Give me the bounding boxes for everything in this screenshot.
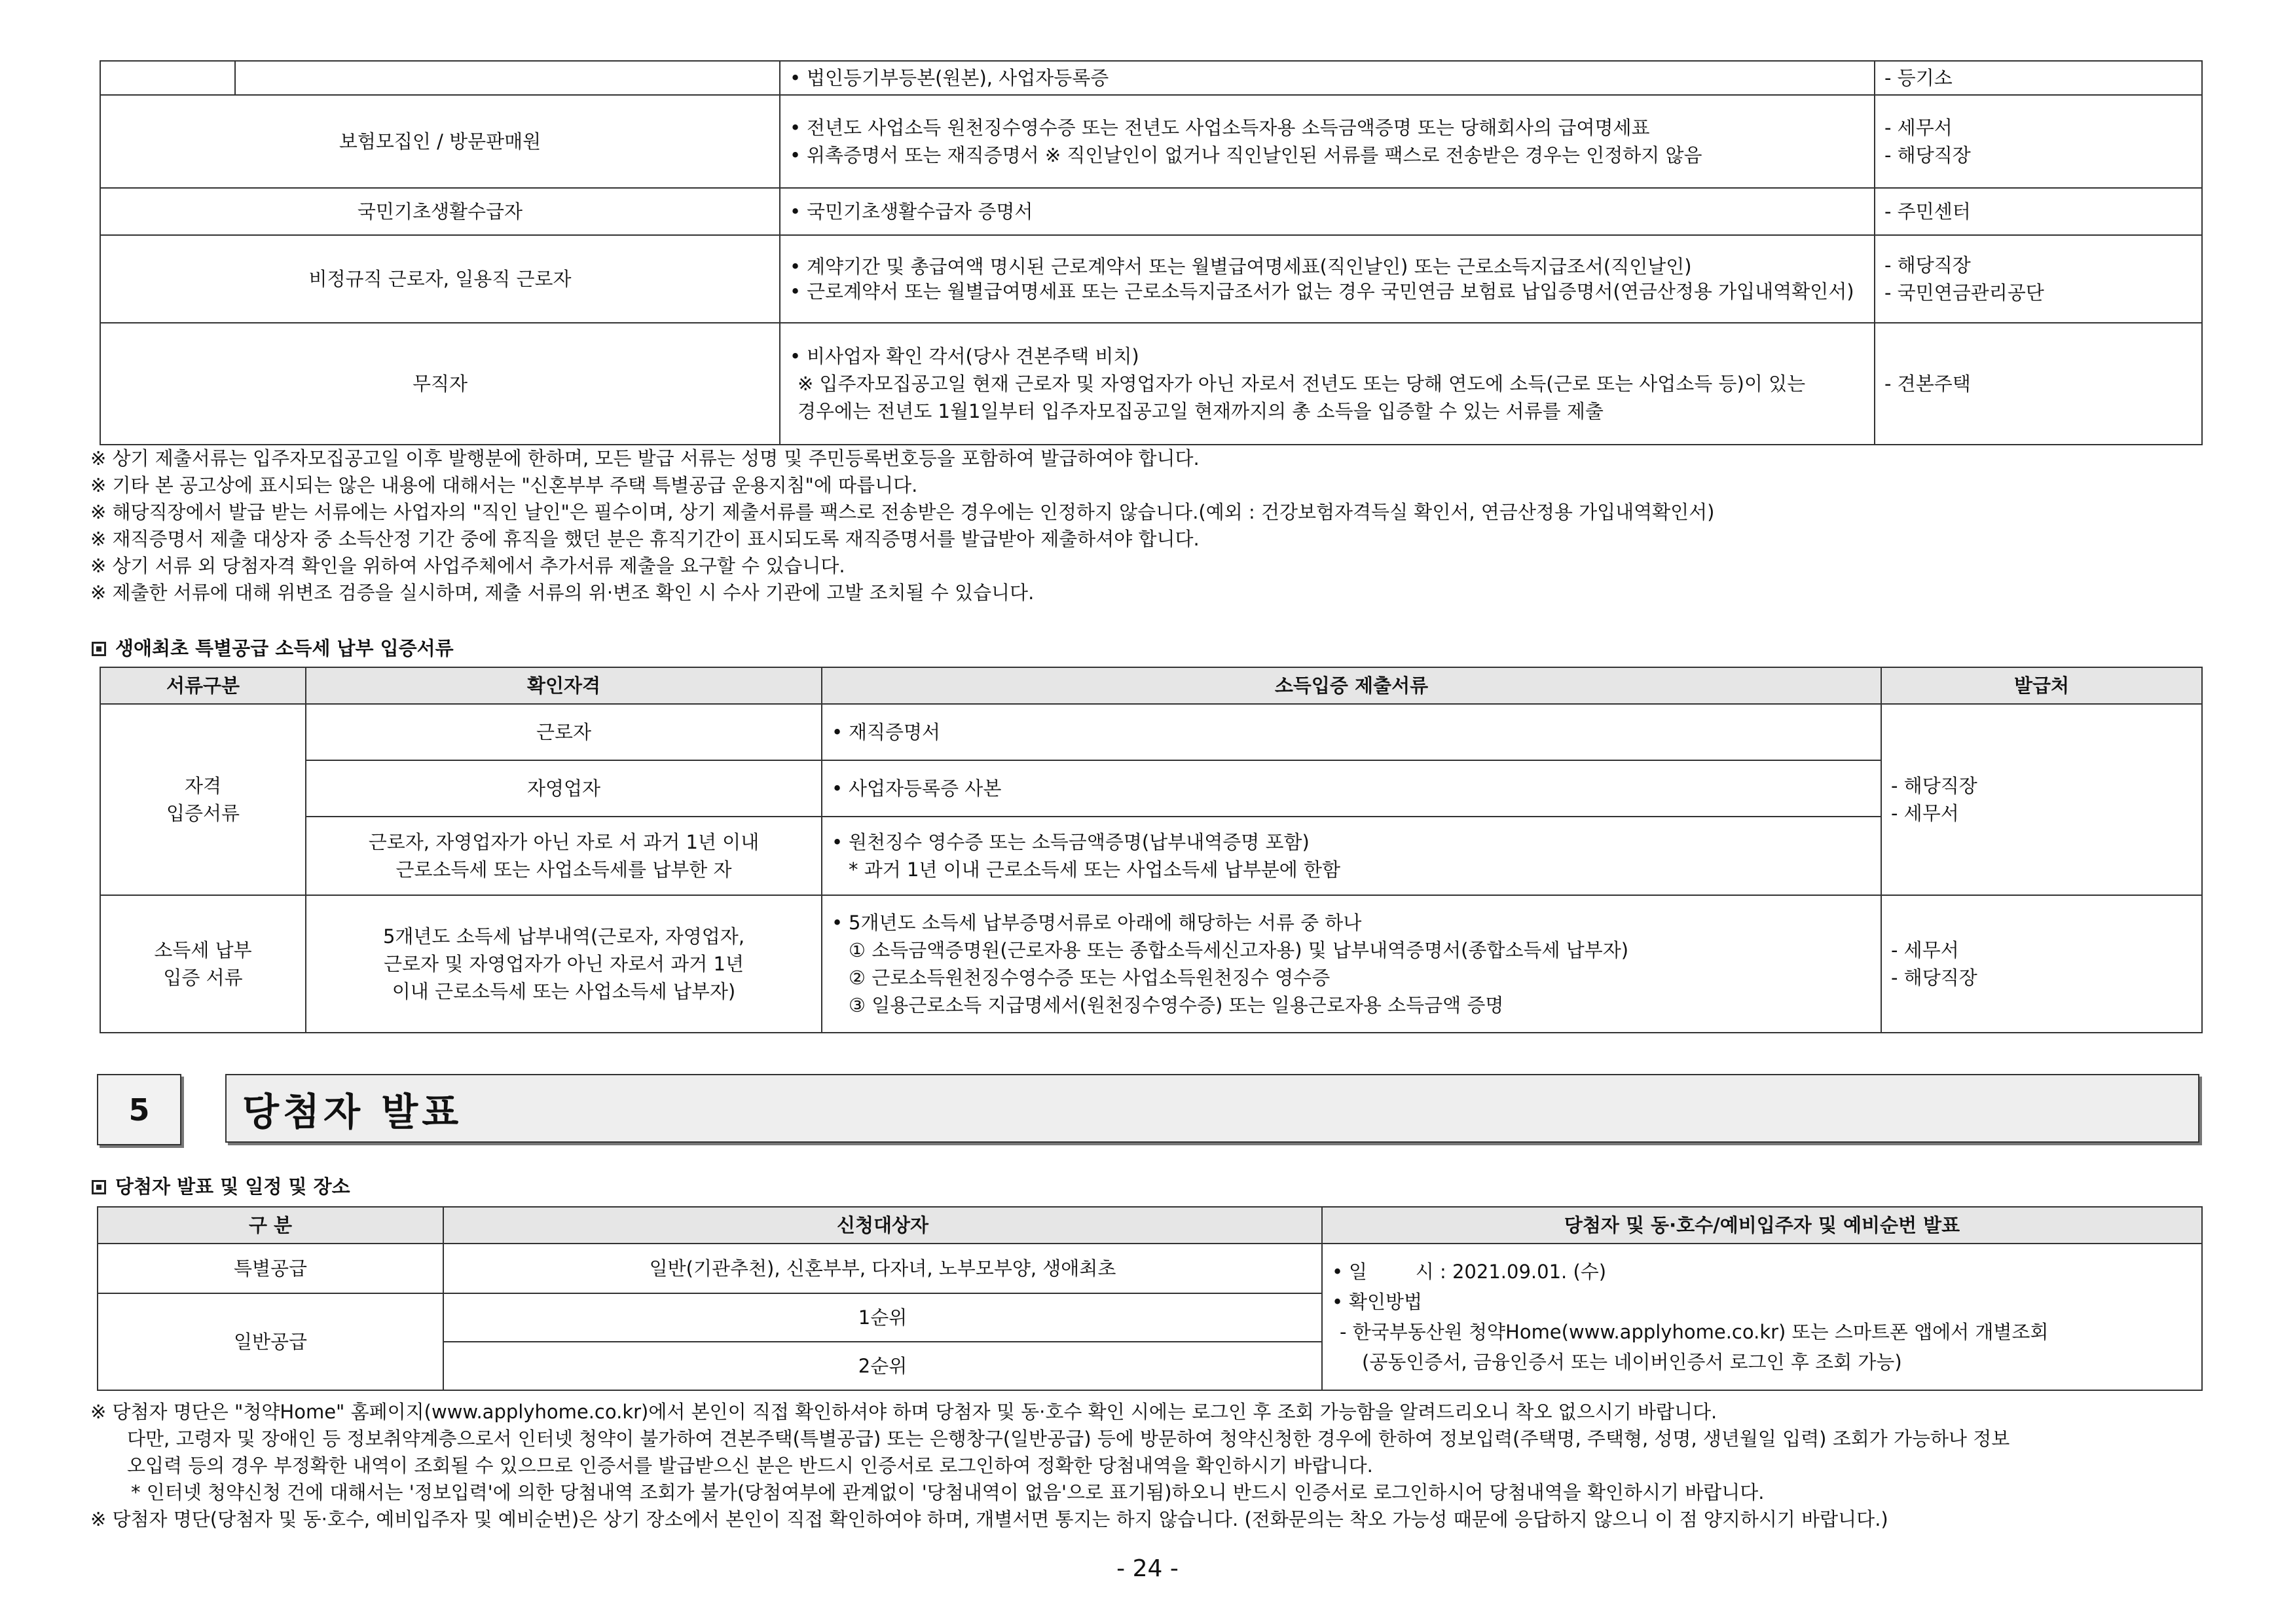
- table-row: [100, 895, 2202, 1033]
- qualification: 근로자: [306, 704, 822, 760]
- group-label: 소득세 납부 입증 서류: [100, 895, 306, 1033]
- table-row: [100, 188, 2202, 235]
- group-label: 자격 입증서류: [100, 704, 306, 895]
- issuer: - 등기소: [1875, 61, 2202, 95]
- doc-item: • 법인등기부등본(원본), 사업자등록증: [790, 64, 1865, 92]
- table-header-row: [98, 1207, 2202, 1244]
- winner-announcement-table: [97, 1206, 2203, 1391]
- doc-item: • 국민기초생활수급자 증명서: [790, 198, 1865, 225]
- doc-item: • 사업자등록증 사본: [832, 775, 1871, 802]
- doc-item: • 재직증명서: [832, 718, 1871, 746]
- note-line: ※ 기타 본 공고상에 표시되는 않은 내용에 대해서는 "신혼부부 주택 특별공급 운용지침"에 따릅니다.: [90, 474, 918, 496]
- first-home-income-proof-table: [100, 667, 2203, 1033]
- qualification: 5개년도 소득세 납부내역(근로자, 자영업자, 근로자 및 자영업자가 아닌 자로서 과거 1년 이내 근로소득세 또는 사업소득세 납부자): [306, 895, 822, 1033]
- issuer: - 해당직장: [1891, 775, 1977, 797]
- issuer: - 해당직장: [1884, 144, 1971, 166]
- section-number: 5: [97, 1074, 181, 1145]
- qualification: 근로자, 자영업자가 아닌 자로 서 과거 1년 이내 근로소득세 또는 사업소득세를 납부한 자: [306, 817, 822, 895]
- issuer: - 국민연금관리공단: [1884, 282, 2044, 304]
- category-label: 보험모집인 / 방문판매원: [100, 95, 780, 188]
- doc-item: • 비사업자 확인 각서(당사 견본주택 비치): [790, 342, 1865, 370]
- issuer: - 해당직장: [1891, 967, 1977, 989]
- column-header: 구 분: [98, 1207, 443, 1244]
- doc-item: • 근로계약서 또는 월별급여명세표 또는 근로소득지급조서가 없는 경우 국민연금 보험료 납입증명서(연금산정용 가입내역확인서): [790, 279, 1865, 304]
- table-row: [100, 61, 2202, 95]
- applicants: 일반(기관추천), 신혼부부, 다자녀, 노부모부양, 생애최초: [443, 1244, 1322, 1293]
- table-row: [100, 323, 2202, 445]
- doc-item: • 위촉증명서 또는 재직증명서 ※ 직인날인이 없거나 직인날인된 서류를 팩스로 전송받은 경우는 인정하지 않음: [790, 141, 1865, 169]
- column-header: 당첨자 및 동·호수/예비입주자 및 예비순번 발표: [1322, 1207, 2202, 1244]
- square-bullet-icon: [92, 1180, 106, 1194]
- page-number: - 24 -: [1116, 1555, 1179, 1582]
- doc-sub-note: * 과거 1년 이내 근로소득세 또는 사업소득세 납부분에 한함: [849, 858, 1341, 881]
- announce-date: • 일 시 : 2021.09.01. (수): [1332, 1257, 2192, 1287]
- table-row: [100, 95, 2202, 188]
- confirm-method-label: • 확인방법: [1332, 1287, 2192, 1317]
- issuer: - 해당직장: [1884, 254, 1971, 276]
- doc-item: • 계약기간 및 총급여액 명시된 근로계약서 또는 월별급여명세표(직인날인) 또는 근로소득지급조서(직인날인): [790, 254, 1865, 279]
- column-header: 소득입증 제출서류: [822, 667, 1881, 704]
- applicants: 2순위: [443, 1342, 1322, 1390]
- note-line: ※ 해당직장에서 발급 받는 서류에는 사업자의 "직인 날인"은 필수이며, 상기 제출서류를 팩스로 전송받은 경우에는 인정하지 않습니다.(예외 : 건강보험자격득실 확인서, 연금산정용 가입내역확인서): [90, 501, 1715, 523]
- table-header-row: [100, 667, 2202, 704]
- note-line: 오입력 등의 경우 부정확한 내역이 조회될 수 있으므로 인증서를 발급받으신 분은 반드시 인증서로 로그인하여 정확한 당첨내역을 확인하시기 바랍니다.: [127, 1454, 1373, 1477]
- doc-sub-item: ② 근로소득원천징수영수증 또는 사업소득원천징수 영수증: [849, 967, 1331, 989]
- issuer: - 세무서: [1891, 939, 1959, 961]
- note-line: ※ 제출한 서류에 대해 위변조 검증을 실시하며, 제출 서류의 위·변조 확인 시 수사 기관에 고발 조치될 수 있습니다.: [90, 581, 1035, 604]
- note-line: ※ 상기 서류 외 당첨자격 확인을 위하여 사업주체에서 추가서류 제출을 요구할 수 있습니다.: [90, 555, 845, 577]
- qualification: 자영업자: [306, 760, 822, 817]
- note-line: ※ 당첨자 명단은 "청약Home" 홈페이지(www.applyhome.co.kr)에서 본인이 직접 확인하셔야 하며 당첨자 및 동·호수 확인 시에는 로그인 후 조회 가능함을 알려드리오니 착오 없으시기 바랍니다.: [90, 1401, 1717, 1423]
- column-header: 신청대상자: [443, 1207, 1322, 1244]
- note-line: 다만, 고령자 및 장애인 등 정보취약계층으로서 인터넷 청약이 불가하여 견본주택(특별공급) 또는 은행창구(일반공급) 등에 방문하여 청약신청한 경우에 한하여 정보입력(주택명, 주택형, 성명, 생년월일 입력) 조회가 가능하나 정보: [127, 1428, 2010, 1450]
- issuer: - 견본주택: [1875, 323, 2202, 445]
- issuer: - 세무서: [1891, 802, 1959, 824]
- note-line: ※ 상기 제출서류는 입주자모집공고일 이후 발행분에 한하며, 모든 발급 서류는 성명 및 주민등록번호등을 포함하여 발급하여야 합니다.: [90, 447, 1200, 470]
- square-bullet-icon: [92, 642, 106, 656]
- category-label: 무직자: [100, 323, 780, 445]
- income-docs-table-continued: [100, 60, 2203, 445]
- issuer: - 주민센터: [1875, 188, 2202, 235]
- note-line: ※ 재직증명서 제출 대상자 중 소득산정 기간 중에 휴직을 했던 분은 휴직기간이 표시되도록 재직증명서를 발급받아 제출하셔야 합니다.: [90, 528, 1200, 550]
- section-heading: 생애최초 특별공급 소득세 납부 입증서류: [92, 634, 454, 661]
- column-header: 발급처: [1881, 667, 2202, 704]
- doc-item: • 전년도 사업소득 원천징수영수증 또는 전년도 사업소득자용 소득금액증명 또는 당해회사의 급여명세표: [790, 114, 1865, 141]
- notes-block: [90, 445, 2205, 606]
- applicants: 1순위: [443, 1293, 1322, 1342]
- section-heading: 당첨자 발표 및 일정 및 장소: [92, 1172, 350, 1199]
- doc-item: • 원천징수 영수증 또는 소득금액증명(납부내역증명 포함): [832, 828, 1871, 856]
- doc-note: ※ 입주자모집공고일 현재 근로자 및 자영업자가 아닌 자로서 전년도 또는 당해 연도에 소득(근로 또는 사업소득 등)이 있는 경우에는 전년도 1월1일부터 입주자모집공고일 현재까지의 총 소득을 입증할 수 있는 서류를 제출: [798, 373, 1806, 422]
- table-row: [100, 704, 2202, 760]
- issuer: - 세무서: [1884, 117, 1953, 139]
- doc-item: • 5개년도 소득세 납부증명서류로 아래에 해당하는 서류 중 하나: [832, 909, 1871, 936]
- category-label: 국민기초생활수급자: [100, 188, 780, 235]
- confirm-method: - 한국부동산원 청약Home(www.applyhome.co.kr) 또는 스마트폰 앱에서 개별조회: [1340, 1321, 2049, 1343]
- note-line: ※ 당첨자 명단(당첨자 및 동·호수, 예비입주자 및 예비순번)은 상기 장소에서 본인이 직접 확인하여야 하며, 개별서면 통지는 하지 않습니다. (전화문의는 착오 가능성 때문에 응답하지 않으니 이 점 양지하시기 바랍니다.): [90, 1508, 1888, 1530]
- table-row: [100, 235, 2202, 323]
- category-label: 비정규직 근로자, 일용직 근로자: [100, 235, 780, 323]
- column-header: 서류구분: [100, 667, 306, 704]
- table-row: [98, 1244, 2202, 1293]
- section-title: 당첨자 발표: [225, 1074, 2199, 1143]
- supply-type: 특별공급: [98, 1244, 443, 1293]
- doc-sub-item: ③ 일용근로소득 지급명세서(원천징수영수증) 또는 일용근로자용 소득금액 증명: [849, 994, 1504, 1016]
- doc-sub-item: ① 소득금액증명원(근로자용 또는 종합소득세신고자용) 및 납부내역증명서(종합소득세 납부자): [849, 939, 1629, 961]
- column-header: 확인자격: [306, 667, 822, 704]
- supply-type: 일반공급: [98, 1293, 443, 1390]
- confirm-method-note: (공동인증서, 금융인증서 또는 네이버인증서 로그인 후 조회 가능): [1362, 1351, 1902, 1373]
- notes-block: [90, 1399, 2205, 1533]
- note-line: * 인터넷 청약신청 건에 대해서는 '정보입력'에 의한 당첨내역 조회가 불가(당첨여부에 관계없이 '당첨내역이 없음'으로 표기됨)하오니 반드시 인증서로 로그인하시어 당첨내역을 확인하시기 바랍니다.: [131, 1481, 1765, 1504]
